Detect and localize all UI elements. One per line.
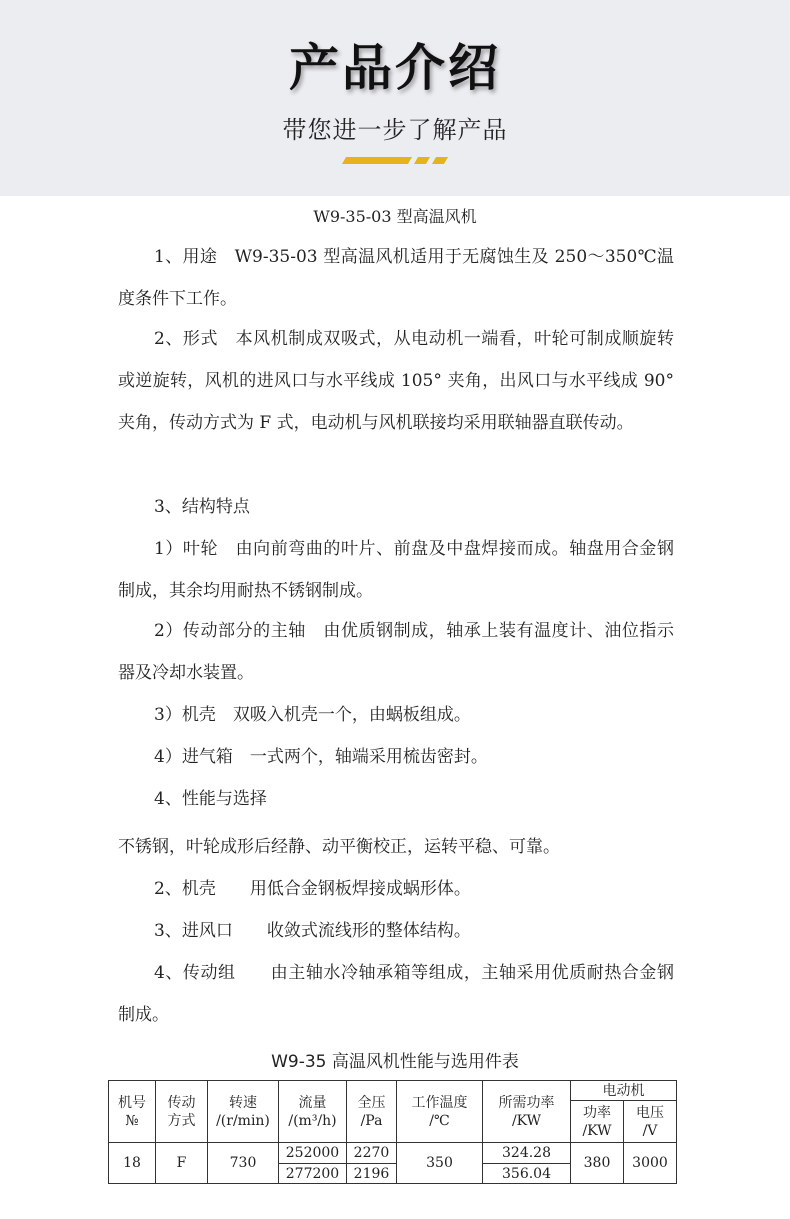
header-banner <box>0 0 790 196</box>
paragraph-housing: 2、机壳 用低合金钢板焊接成蜗形体。 <box>154 879 471 899</box>
paragraph-form: 2、形式 本风机制成双吸式，从电动机一端看，叶轮可制成顺旋转或逆旋转，风机的进风口与水平线成 105° 夹角，出风口与水平线成 90° 夹角，传动方式为 F 式，电动机与风机联接均采用联轴器直联传动。 <box>118 329 674 433</box>
document-title: W9-35-03 型高温风机 <box>313 207 477 226</box>
paragraph-inlet-box: 4）进气箱 一式两个，轴端采用梳齿密封。 <box>154 747 488 767</box>
page-subtitle: 带您进一步了解产品 <box>282 116 508 144</box>
cell-flow-1: 252000 <box>279 1143 347 1164</box>
header-model: 机号 № <box>109 1081 156 1143</box>
cell-speed: 730 <box>208 1143 279 1184</box>
cell-pressure-2: 2196 <box>347 1164 397 1184</box>
paragraph-stainless: 不锈钢，叶轮成形后经静、动平衡校正，运转平稳、可靠。 <box>118 837 560 857</box>
paragraph-performance-heading: 4、性能与选择 <box>154 789 267 809</box>
cell-pressure-1: 2270 <box>347 1143 397 1164</box>
performance-table <box>108 1080 677 1184</box>
table-title: W9-35 高温风机性能与选用件表 <box>271 1052 519 1072</box>
decorative-accent-bars <box>340 157 450 165</box>
header-pressure: 全压 /Pa <box>347 1081 397 1143</box>
paragraph-drive-group: 4、传动组 由主轴水冷轴承箱等组成，主轴采用优质耐热合金钢制成。 <box>118 963 674 1025</box>
page-title: 产品介绍 <box>289 39 501 97</box>
header-motor: 电动机 <box>571 1081 677 1101</box>
header-temperature: 工作温度 /℃ <box>397 1081 483 1143</box>
paragraph-casing: 3）机壳 双吸入机壳一个，由蜗板组成。 <box>154 705 471 725</box>
cell-flow-2: 277200 <box>279 1164 347 1184</box>
paragraph-usage: 1、用途 W9-35-03 型高温风机适用于无腐蚀生及 250～350℃温度条件下工作。 <box>118 247 674 309</box>
header-motor-power: 功率 /KW <box>571 1101 624 1143</box>
cell-temperature: 350 <box>397 1143 483 1184</box>
cell-drive: F <box>156 1143 208 1184</box>
header-power-required: 所需功率 /KW <box>483 1081 571 1143</box>
header-flow: 流量 /(m³/h) <box>279 1081 347 1143</box>
header-speed: 转速 /(r/min) <box>208 1081 279 1143</box>
cell-power-required-1: 324.28 <box>483 1143 571 1164</box>
cell-motor-power: 380 <box>571 1143 624 1184</box>
paragraph-structure-heading: 3、结构特点 <box>154 497 250 517</box>
paragraph-main-shaft: 2）传动部分的主轴 由优质钢制成，轴承上装有温度计、油位指示器及冷却水装置。 <box>118 621 674 683</box>
paragraph-impeller: 1）叶轮 由向前弯曲的叶片、前盘及中盘焊接而成。轴盘用合金钢制成，其余均用耐热不锈钢制成。 <box>118 539 674 601</box>
paragraph-air-inlet: 3、进风口 收敛式流线形的整体结构。 <box>154 921 471 941</box>
header-motor-voltage: 电压 /V <box>624 1101 677 1143</box>
cell-motor-voltage: 3000 <box>624 1143 677 1184</box>
header-drive: 传动 方式 <box>156 1081 208 1143</box>
cell-model: 18 <box>109 1143 156 1184</box>
cell-power-required-2: 356.04 <box>483 1164 571 1184</box>
